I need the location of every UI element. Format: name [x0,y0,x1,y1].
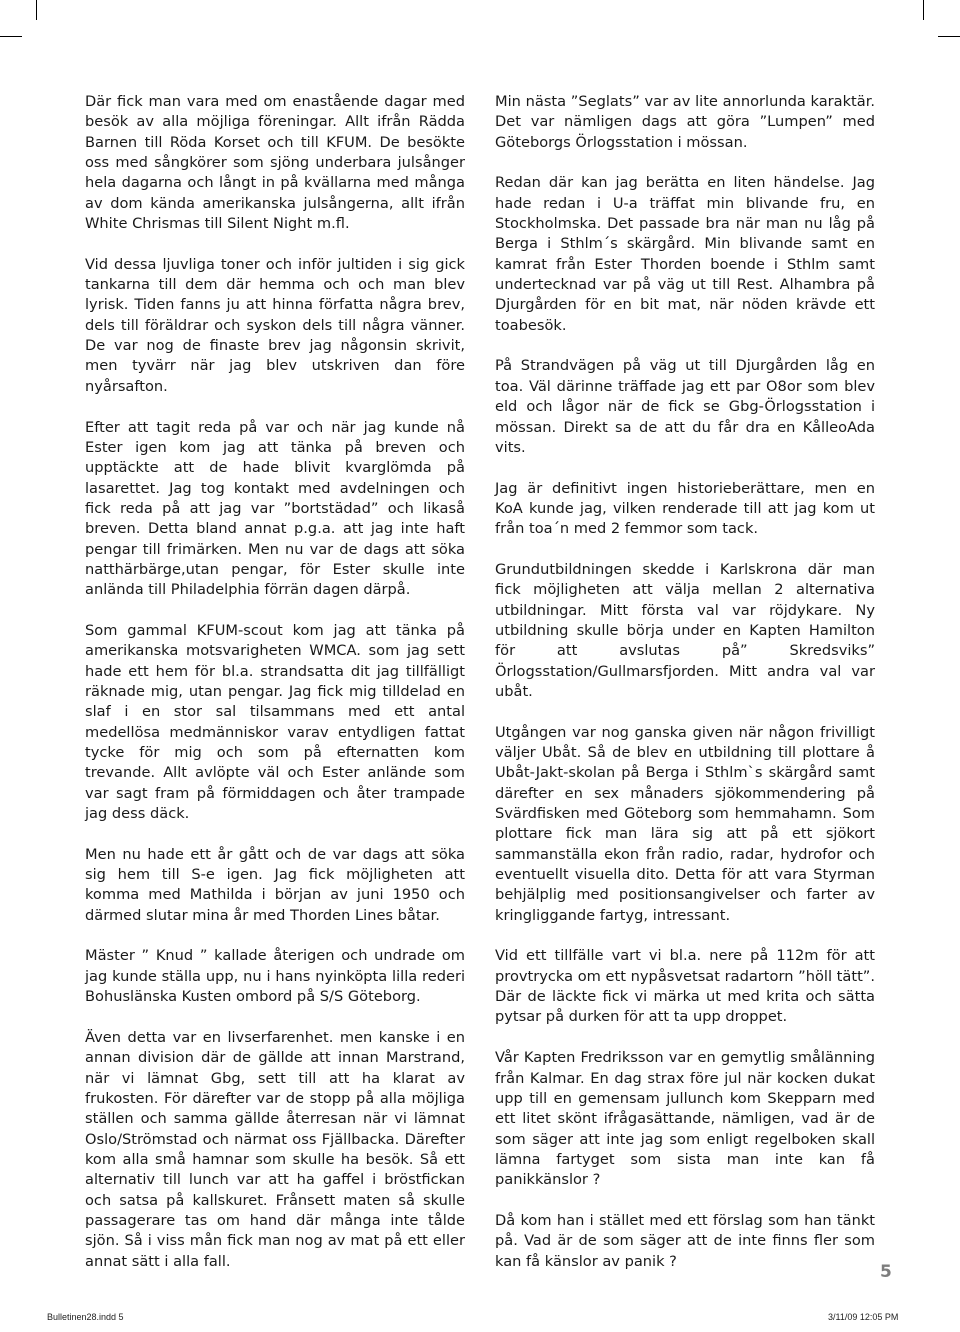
paragraph: Utgången var nog ganska given när någon frivilligt väljer Ubåt. Så de blev en utbildning till plottare å Ubåt-Jakt-skolan på Berga i Sthlm`s skärgård samt därefter en sex månaders sjökommendering på Svärdfisken med Göteborg som hemmahamn. Som plottare fick man lära sig att på ett sjökort sammanställa ekon från radio, radar, hydrofor och eventuellt visuella dito. Detta för att vara Styrman behjälplig med positionsangivelser och farter av kringliggande fartyg, intressant. [495,723,875,924]
crop-mark [923,0,924,20]
paragraph: På Strandvägen på väg ut till Djurgården låg en toa. Väl därinne träffade jag ett par O8or som blev eld och lågor när de fick se Gbg-Örlogsstation i mössan. Direkt sa de att du får dra en KålleoAda vits. [495,357,875,456]
paragraph: Efter att tagit reda på var och när jag kunde nå Ester igen kom jag att tänka på breven och upptäckte att de hade blivit kvarglömda på lasarettet. Jag tog kontakt med avdelningen och fick reda på att jag var ”bortstädad” och likaså breven. Detta bland annat p.g.a. att jag inte haft pengar till frimärken. Men nu var de dags att söka natthärbärge,utan pengar, för Ester skulle inte anlända till Philadelphia förrän dagen därpå. [85,418,465,599]
paragraph: Men nu hade ett år gått och de var dags att söka sig hem till S-e igen. Jag fick möjligheten att komma med Mathilda i början av juni 1950 och därmed slutar mina år med Thorden Lines båtar. [85,845,465,924]
paragraph: Vid ett tillfälle vart vi bl.a. nere på 112m för att provtrycka om ett nypåsvetsat radartorn ”höll tätt”. Där de läckte fick vi märka ut med krita och sätta pytsar på durken för att ta upp droppet. [495,947,875,1026]
crop-mark [938,36,960,37]
paragraph: Min nästa ”Seglats” var av lite annorlunda karaktär. Det var nämligen dags att göra ”Lumpen” med Göteborgs Örlogsstation i mössan. [495,93,875,151]
paragraph: Vår Kapten Fredriksson var en gemytlig smålänning från Kalmar. En dag strax före jul när kocken dukat upp till en gemensam jullunch kom Skepparn med ett litet skönt ifrågasättande, nämligen, vad är de som säger att inte jag som enligt regelboken skall lämna fartyget som sista man inte kan få panikkänslor ? [495,1049,875,1189]
paragraph: Redan där kan jag berätta en liten händelse. Jag hade redan i U-a träffat min blivande fru, en Stockholmska. Det passade bra när man nu låg på Berga i Sthlm´s skärgård. Min blivande samt en kamrat från Ester Thorden boende i Sthlm samt undertecknad var på väg ut till Rest. Alhambra på Djurgården för en bit mat, när nöden krävde ett toabesök. [495,174,875,334]
right-text-column [495,92,875,1292]
paragraph: Mäster ” Knud ” kallade återigen och undrade om jag kunde ställa upp, nu i hans nyinköpta lilla rederi Bohuslänska Kusten ombord på S/S Göteborg. [85,947,465,1006]
paragraph: Även detta var en livserfarenhet. men kanske i en annan division där de gällde att innan Marstrand, när vi lämnat Gbg, sett till att ha klarat av frukosten. För därefter var de stopp på alla möjliga ställen och samma gällde återresan när vi lämnat Oslo/Strömstad och närmat oss Fjällbacka. Därefter kom alla små hamnar som skulle ha besök. Så ett alternativ till lunch var att ha gaffel i bröstfickan och satsa på kallskuret. Frånsett maten så skulle passagerare tas om hand där många inte tålde sjön. Så i viss mån fick man nog av mat på ett eller annat sätt i alla fall. [85,1028,465,1270]
paragraph: Grundutbildningen skedde i Karlskrona där man fick möjligheten att välja mellan 2 alternativa utbildningar. Mitt första val var röjdykare. Ny utbildning skulle börja under en Kapten Hamilton för att avslutas på” Skredsviks” Örlogsstation/Gullmarsfjorden. Mitt andra val var ubåt. [495,560,875,700]
page-number: 5 [880,1262,892,1282]
paragraph: Jag är definitivt ingen historieberättare, men en KoA kunde jag, vilken renderade till att jag kom ut från toa´n med 2 femmor som tack. [495,479,875,538]
crop-mark [36,0,37,20]
paragraph: Vid dessa ljuvliga toner och inför jultiden i sig gick tankarna till dem där hemma och och man blev lyrisk. Tiden fanns ju att hinna författa några brev, dels till föräldrar och syskon dels till några vänner. De var nog de finaste brev jag någonsin skrivit, men tyvärr när jag blev utskriven dan före nyårsafton. [85,255,465,395]
paragraph: Då kom han i stället med ett förslag som han tänkt på. Vad är de som säger att de inte finns fler som kan få känslor av panik ? [495,1211,875,1270]
crop-mark [0,36,22,37]
paragraph: Som gammal KFUM-scout kom jag att tänka på amerikanska motsvarigheten WMCA. som jag sett hade ett hem för bl.a. strandsatta dit jag tillfälligt räknade mig, utan pengar. Jag fick mig tilldelad en slaf i en stor sal tilsammans med ett antal medellösa medmänniskor varav entydligen fattat tycke för mig och som på efternatten kom trevande. Allt avlöpte väl och Ester anlände som var sagt fram på förmiddagen och åter trampade jag dess däck. [85,621,465,823]
slug-timestamp: 3/11/09 12:05 PM [828,1312,899,1322]
slug-filename: Bulletinen28.indd 5 [47,1312,124,1322]
left-text-column [85,92,465,1292]
paragraph: Där fick man vara med om enastående dagar med besök av alla möjliga föreningar. Allt ifrån Rädda Barnen till Röda Korset och till KFUM. De besökte oss med sångkörer som sjöng underbara julsånger hela dagarna och långt in på kvällarna med många av dom kända amerikanska julsångerna, allt ifrån White Chrismas till Silent Night m.fl. [85,93,465,233]
